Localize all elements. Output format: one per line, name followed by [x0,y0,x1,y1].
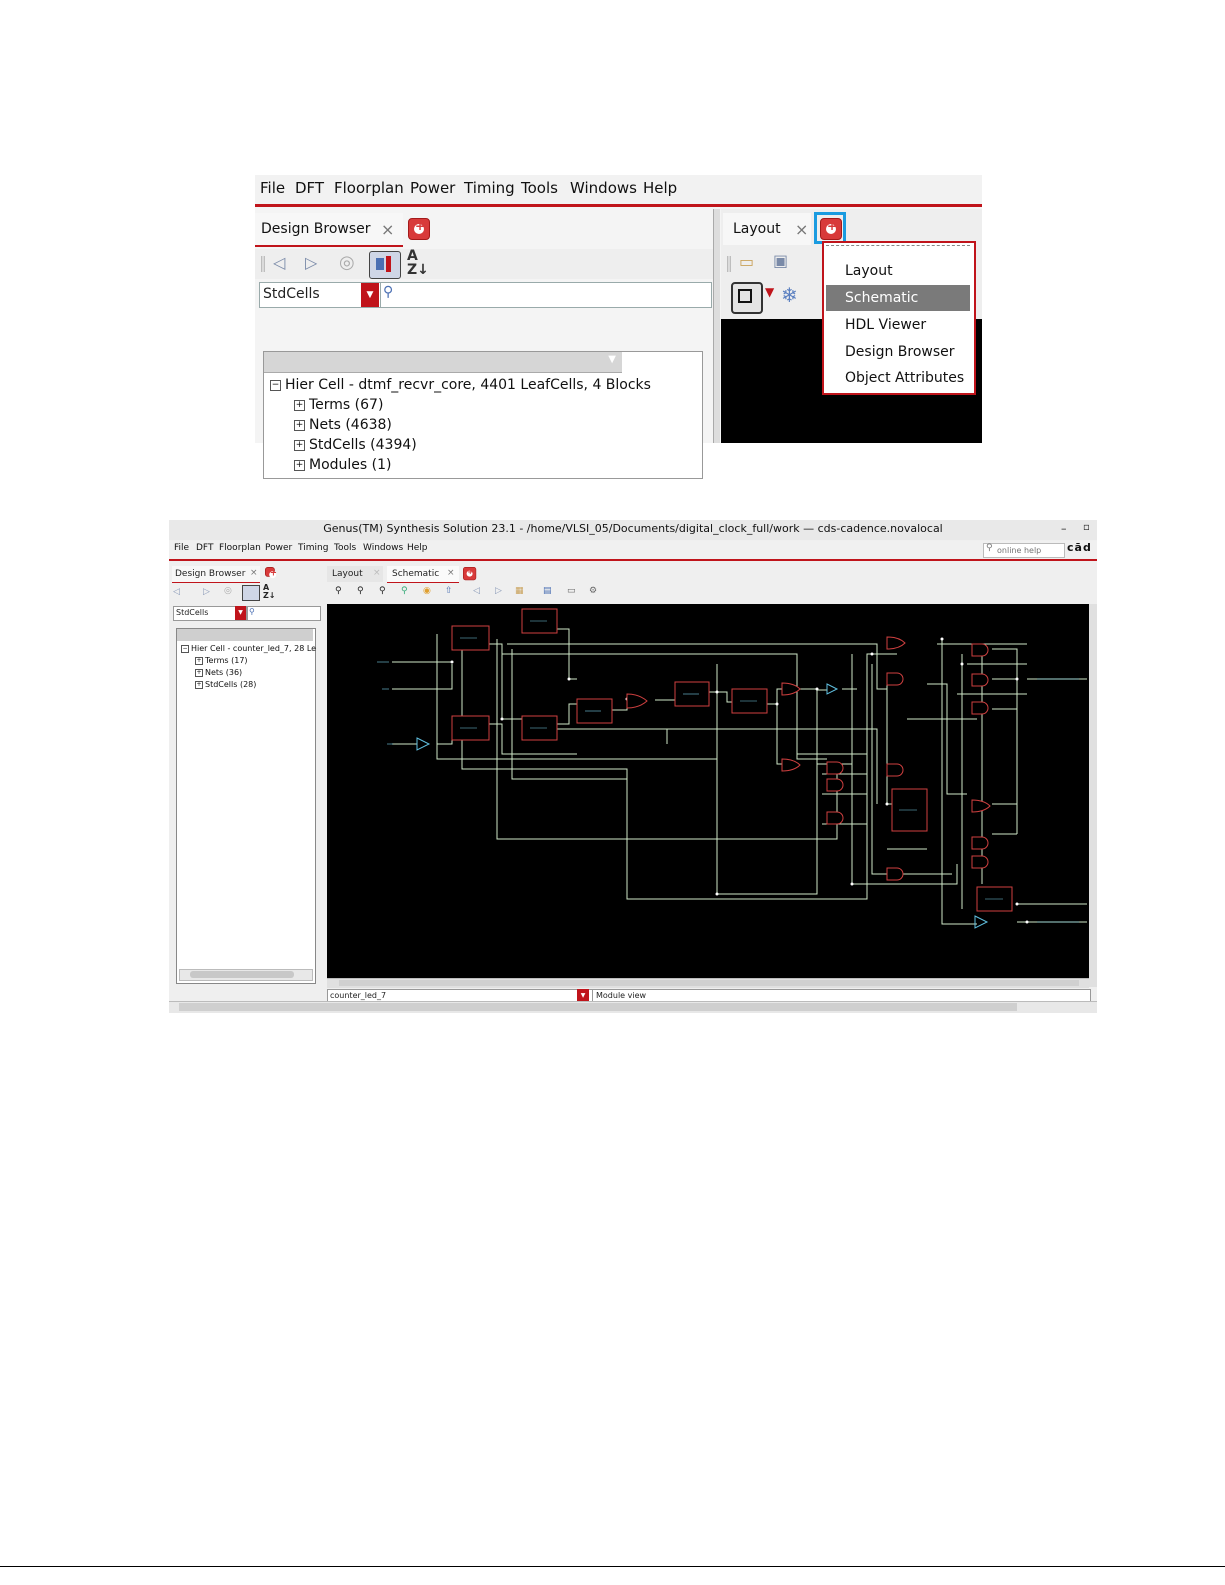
browser-mode-icon[interactable] [369,251,401,279]
tree-row[interactable]: + StdCells (28) [196,680,257,689]
tree-header [177,629,313,641]
expand-icon[interactable]: + [295,459,304,470]
filter-dropdown-icon[interactable]: ▼ [235,606,246,620]
menu-timing[interactable]: Timing [464,179,515,197]
tab-label: Design Browser [175,569,246,579]
tree-view [176,628,316,984]
schematic-toolbar [327,584,1089,602]
save-icon[interactable]: ▣ [773,251,789,270]
menu-bar [255,175,982,207]
window-title: Genus(TM) Synthesis Solution 23.1 - /home/VLSI_05/Documents/digital_clock_full/work — cds-cadence.novalocal [169,520,1097,540]
online-help-search[interactable] [983,543,1065,558]
back-icon[interactable]: ◁ [173,587,180,597]
up-hierarchy-icon[interactable]: ⇧ [445,586,453,596]
tree-row[interactable]: + StdCells (4394) [295,437,417,453]
menu-tools[interactable]: Tools [521,179,558,197]
tab-layout[interactable] [723,213,811,245]
left-tabbar [169,563,323,583]
view-select-value: Module view [596,991,647,1000]
chevron-down-icon[interactable]: ▼ [765,285,775,299]
menu-power[interactable]: Power [410,179,456,197]
close-icon[interactable]: × [795,220,809,239]
scrollbar-thumb[interactable] [179,1003,1017,1011]
zoom-out-icon[interactable]: ⚲ [379,586,386,596]
filter-value: StdCells [263,286,320,302]
menu-item-schematic[interactable]: Schematic [826,285,970,311]
schematic-drawing [327,604,1089,978]
schematic-canvas[interactable] [327,604,1089,978]
menu-floorplan[interactable]: Floorplan [334,179,404,197]
menu-item-design-browser[interactable]: Design Browser [845,344,955,360]
menu-windows[interactable]: Windows [363,543,404,553]
gear-icon[interactable]: ⚙ [589,586,598,596]
menu-item-hdl-viewer[interactable]: HDL Viewer [845,317,927,333]
expand-icon[interactable]: + [196,656,202,664]
tree-row[interactable]: + Modules (1) [295,457,392,473]
collapse-icon[interactable]: − [182,644,188,652]
menu-item-layout[interactable]: Layout [845,263,893,279]
add-tab-icon[interactable] [820,218,842,240]
filter-search-input[interactable] [380,282,712,308]
horizontal-scrollbar[interactable] [179,969,313,981]
design-browser-pane [255,209,715,473]
tree-row[interactable]: + Nets (36) [196,668,243,677]
home-icon[interactable]: ◎ [339,252,355,273]
tab-layout[interactable] [327,566,383,582]
tree-view [263,351,703,479]
grip-icon: ‖ [259,253,267,272]
zoom-in-icon[interactable]: ⚲ [357,586,364,596]
tree-row[interactable]: − Hier Cell - counter_led_7, 28 Le [182,644,317,653]
search-icon: ⚲ [383,284,394,300]
menu-file[interactable]: File [174,543,190,553]
forward-icon[interactable]: ▷ [203,587,210,597]
canvas-vertical-scrollbar[interactable] [1089,604,1097,987]
close-icon[interactable]: × [250,568,258,578]
menu-dft[interactable]: DFT [196,543,214,553]
back-icon[interactable]: ◁ [473,586,480,596]
toolbar [255,249,715,279]
tree-row[interactable]: + Terms (67) [295,397,384,413]
window-horizontal-scrollbar[interactable] [169,1001,1097,1013]
snowflake-icon[interactable]: ❄ [781,283,798,307]
sort-az-icon[interactable]: A Z↓ [407,248,429,278]
menu-item-object-attributes[interactable]: Object Attributes [845,370,965,386]
tab-label: Schematic [392,569,440,579]
chevron-down-icon[interactable]: ▼ [608,354,616,365]
export-icon[interactable]: ▤ [543,586,552,596]
expand-icon[interactable]: + [196,668,202,676]
sort-az-icon[interactable]: A Z↓ [263,583,276,600]
menu-timing[interactable]: Timing [298,543,329,553]
search-input[interactable] [997,544,1061,556]
browser-mode-icon[interactable] [242,585,260,601]
tab-label: Design Browser [261,221,371,237]
search-icon: ⚲ [249,607,255,616]
expand-icon[interactable]: + [295,439,304,450]
zoom-fit-icon[interactable]: ⚲ [401,586,408,596]
collapse-icon[interactable]: − [271,379,280,390]
add-tab-icon[interactable] [463,567,476,580]
tree-row[interactable]: − Hier Cell - dtmf_recvr_core, 4401 LeafCells, 4 Blocks [271,377,651,393]
expand-icon[interactable]: + [295,419,304,430]
tab-design-browser[interactable] [172,566,260,583]
home-icon[interactable]: ◎ [224,586,232,596]
menu-file[interactable]: File [260,179,286,197]
filter-dropdown-icon[interactable]: ▼ [361,283,379,307]
tab-label: Layout [332,569,363,579]
refresh-icon[interactable]: ◉ [423,586,431,596]
menu-power[interactable]: Power [265,543,293,553]
add-tab-icon[interactable] [408,218,430,240]
screenshot-menu-popup [255,175,982,473]
tree-header [264,352,622,373]
tree-row[interactable]: + Terms (17) [196,656,248,665]
cell-dropdown-icon[interactable]: ▼ [577,989,589,1003]
hierarchy-icon[interactable]: ▦ [515,586,524,596]
zoom-icon[interactable]: ⚲ [335,586,342,596]
canvas-horizontal-scrollbar[interactable] [327,978,1089,988]
minimize-icon[interactable]: – [1061,522,1067,535]
splitter[interactable] [713,209,720,443]
screenshot-schematic-window [169,520,1097,1013]
tab-label: Layout [733,221,781,237]
close-icon[interactable]: × [381,220,395,239]
filter-search-input[interactable] [247,606,321,621]
tear-off-line[interactable] [826,245,970,246]
scrollbar-thumb[interactable] [190,971,294,978]
tree-row[interactable]: + Nets (4638) [295,417,392,433]
cell-select-value: counter_led_7 [330,991,387,1000]
open-folder-icon[interactable]: ▭ [739,252,755,271]
select-tool-icon[interactable] [731,282,763,314]
menu-floorplan[interactable]: Floorplan [219,543,261,553]
add-tab-icon[interactable] [265,567,275,577]
back-icon[interactable]: ◁ [273,253,286,272]
grip-icon: ‖ [725,253,733,272]
close-icon[interactable]: × [447,568,455,578]
menu-help[interactable]: Help [643,179,678,197]
forward-icon[interactable]: ▷ [495,586,502,596]
menu-help[interactable]: Help [407,543,428,553]
menu-windows[interactable]: Windows [570,179,637,197]
close-icon[interactable]: × [373,568,381,578]
maximize-icon[interactable]: ▫ [1083,522,1090,533]
tab-schematic[interactable] [387,566,459,583]
cadence-logo: cād [1067,541,1092,554]
page-bottom-rule [0,1566,1225,1567]
tab-design-browser[interactable] [255,213,403,247]
forward-icon[interactable]: ▷ [305,253,318,272]
menu-bar [169,541,1097,561]
expand-icon[interactable]: + [196,680,202,688]
filter-value: StdCells [176,608,209,617]
search-icon: ⚲ [986,543,993,553]
print-icon[interactable]: ▭ [567,586,576,596]
left-toolbar [169,584,323,602]
new-tab-menu [822,241,976,395]
right-tabbar [325,563,1097,583]
expand-icon[interactable]: + [295,399,304,410]
menu-dft[interactable]: DFT [295,179,325,197]
scrollbar-thumb[interactable] [339,980,1079,986]
menu-tools[interactable]: Tools [334,543,357,553]
